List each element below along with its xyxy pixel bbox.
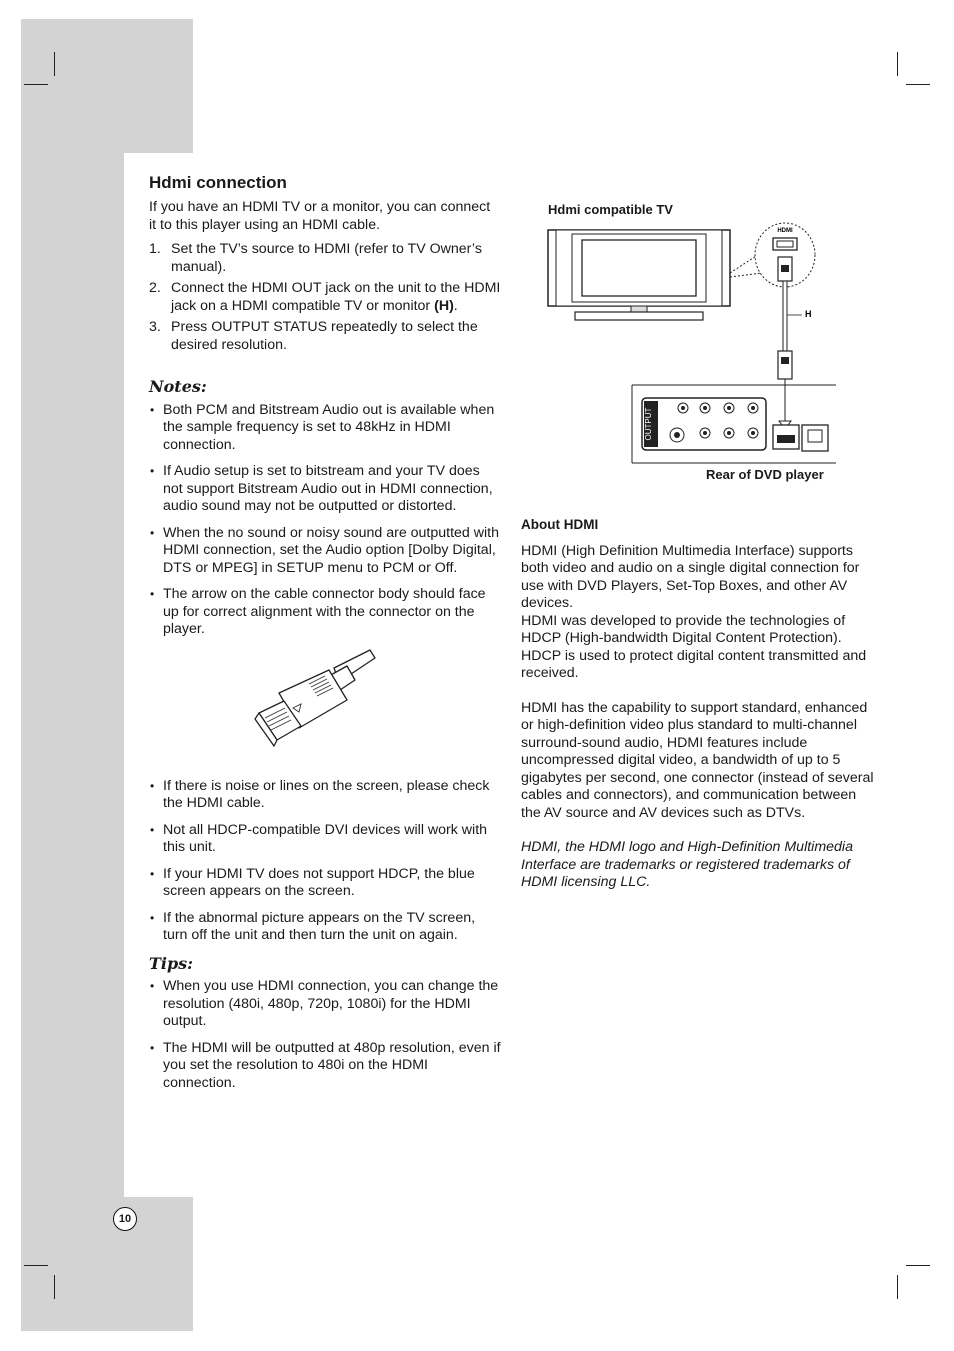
step-number: 1. xyxy=(149,241,161,257)
step-item xyxy=(149,319,501,354)
crop-mark xyxy=(24,1265,48,1266)
about-heading: About HDMI xyxy=(521,517,599,532)
crop-mark xyxy=(54,1275,55,1299)
crop-mark xyxy=(54,52,55,76)
about-paragraph: HDMI was developed to provide the technologies of HDCP (High-bandwidth Digital Content Protection). HDCP is used to protect digital content transmitted and received. xyxy=(521,612,867,681)
step-number: 3. xyxy=(149,319,161,335)
about-paragraph: HDMI (High Definition Multimedia Interface) supports both video and audio on a single digital connection for use with DVD Players, Set-Top Boxes, and other AV devices. xyxy=(521,542,860,611)
hdmi-port-callout xyxy=(755,223,815,287)
step-item xyxy=(149,241,501,276)
hdmi-plug-illustration xyxy=(149,648,501,778)
step-text-end: . xyxy=(453,297,458,314)
crop-mark xyxy=(906,1265,930,1266)
crop-mark xyxy=(897,52,898,76)
tip-item: • The HDMI will be outputted at 480p resolution, even if you set the resolution to 480i on the HDMI connection. xyxy=(149,1040,501,1093)
intro-text: If you have an HDMI TV or a monitor, you can connect it to this player using an HDMI cable. xyxy=(149,199,491,233)
dvd-rear-label: Rear of DVD player xyxy=(706,467,824,482)
page-number: 10 xyxy=(113,1207,137,1231)
left-column xyxy=(149,173,501,1101)
crop-mark xyxy=(24,84,48,85)
tv-label: Hdmi compatible TV xyxy=(548,202,673,217)
tip-item: • When you use HDMI connection, you can change the resolution (480i, 480p, 720p, 1080i) for the HDMI output. xyxy=(149,978,501,1031)
about-paragraph: HDMI has the capability to support standard, enhanced or high-definition video plus standard to multi-channel surround-sound audio, HDMI features include uncompressed digital video, a bandwidth of up to 5 gigabytes per second, one connector (instead of several cables and connectors), and communication between the AV source and AV devices such as DTVs. xyxy=(521,699,874,821)
step-item xyxy=(149,280,501,315)
notes-list xyxy=(149,402,501,639)
tips-heading: Tips: xyxy=(149,953,194,973)
page-side-band xyxy=(21,153,124,1198)
step-text: Press OUTPUT STATUS repeatedly to select the desired resolution. xyxy=(171,319,478,353)
trademark-notice: HDMI, the HDMI logo and High-Definition Multimedia Interface are trademarks or registered trademarks of HDMI licensing LLC. xyxy=(521,839,853,890)
section-title: Hdmi connection xyxy=(149,173,287,192)
steps-list xyxy=(149,241,501,354)
note-item: • If Audio setup is set to bitstream and your TV does not support Bitstream Audio out in HDMI connection, audio sound may not be outputted or distorted. xyxy=(149,463,501,516)
crop-mark xyxy=(906,84,930,85)
page-side-band-bottom xyxy=(21,1197,193,1331)
right-column xyxy=(521,516,876,892)
note-item: • The arrow on the cable connector body should face up for correct alignment with the connector on the player. xyxy=(149,586,501,639)
step-number: 2. xyxy=(149,280,161,296)
connection-diagram xyxy=(540,215,850,465)
hdmi-plug-icon xyxy=(149,648,501,768)
tv-icon xyxy=(548,230,730,320)
note-item: • When the no sound or noisy sound are outputted with HDMI connection, set the Audio option [Dolby Digital, DTS or MPEG] in SETUP menu to PCM or Off. xyxy=(149,525,501,578)
crop-mark xyxy=(897,1275,898,1299)
note-item: • If the abnormal picture appears on the TV screen, turn off the unit and then turn the unit on again. xyxy=(149,910,501,945)
cable-label: H xyxy=(805,309,812,319)
hdmi-port-label: HDMI xyxy=(777,228,793,234)
note-item: • If your HDMI TV does not support HDCP, the blue screen appears on the screen. xyxy=(149,866,501,901)
note-item: • Both PCM and Bitstream Audio out is available when the sample frequency is set to 48kHz in HDMI connection. xyxy=(149,402,501,455)
step-text: Connect the HDMI OUT jack on the unit to the HDMI jack on a HDMI compatible TV or monitor xyxy=(171,280,501,314)
tips-list xyxy=(149,978,501,1092)
notes-list-continued xyxy=(149,778,501,945)
step-text-bold: (H) xyxy=(434,297,454,314)
page-side-band-top xyxy=(21,19,193,153)
step-text: Set the TV’s source to HDMI (refer to TV Owner’s manual). xyxy=(171,241,482,275)
note-item: • If there is noise or lines on the screen, please check the HDMI cable. xyxy=(149,778,501,813)
note-item: • Not all HDCP-compatible DVI devices will work with this unit. xyxy=(149,822,501,857)
notes-heading: Notes: xyxy=(149,377,207,396)
dvd-rear-panel xyxy=(642,398,766,450)
output-label: OUTPUT xyxy=(644,407,653,441)
